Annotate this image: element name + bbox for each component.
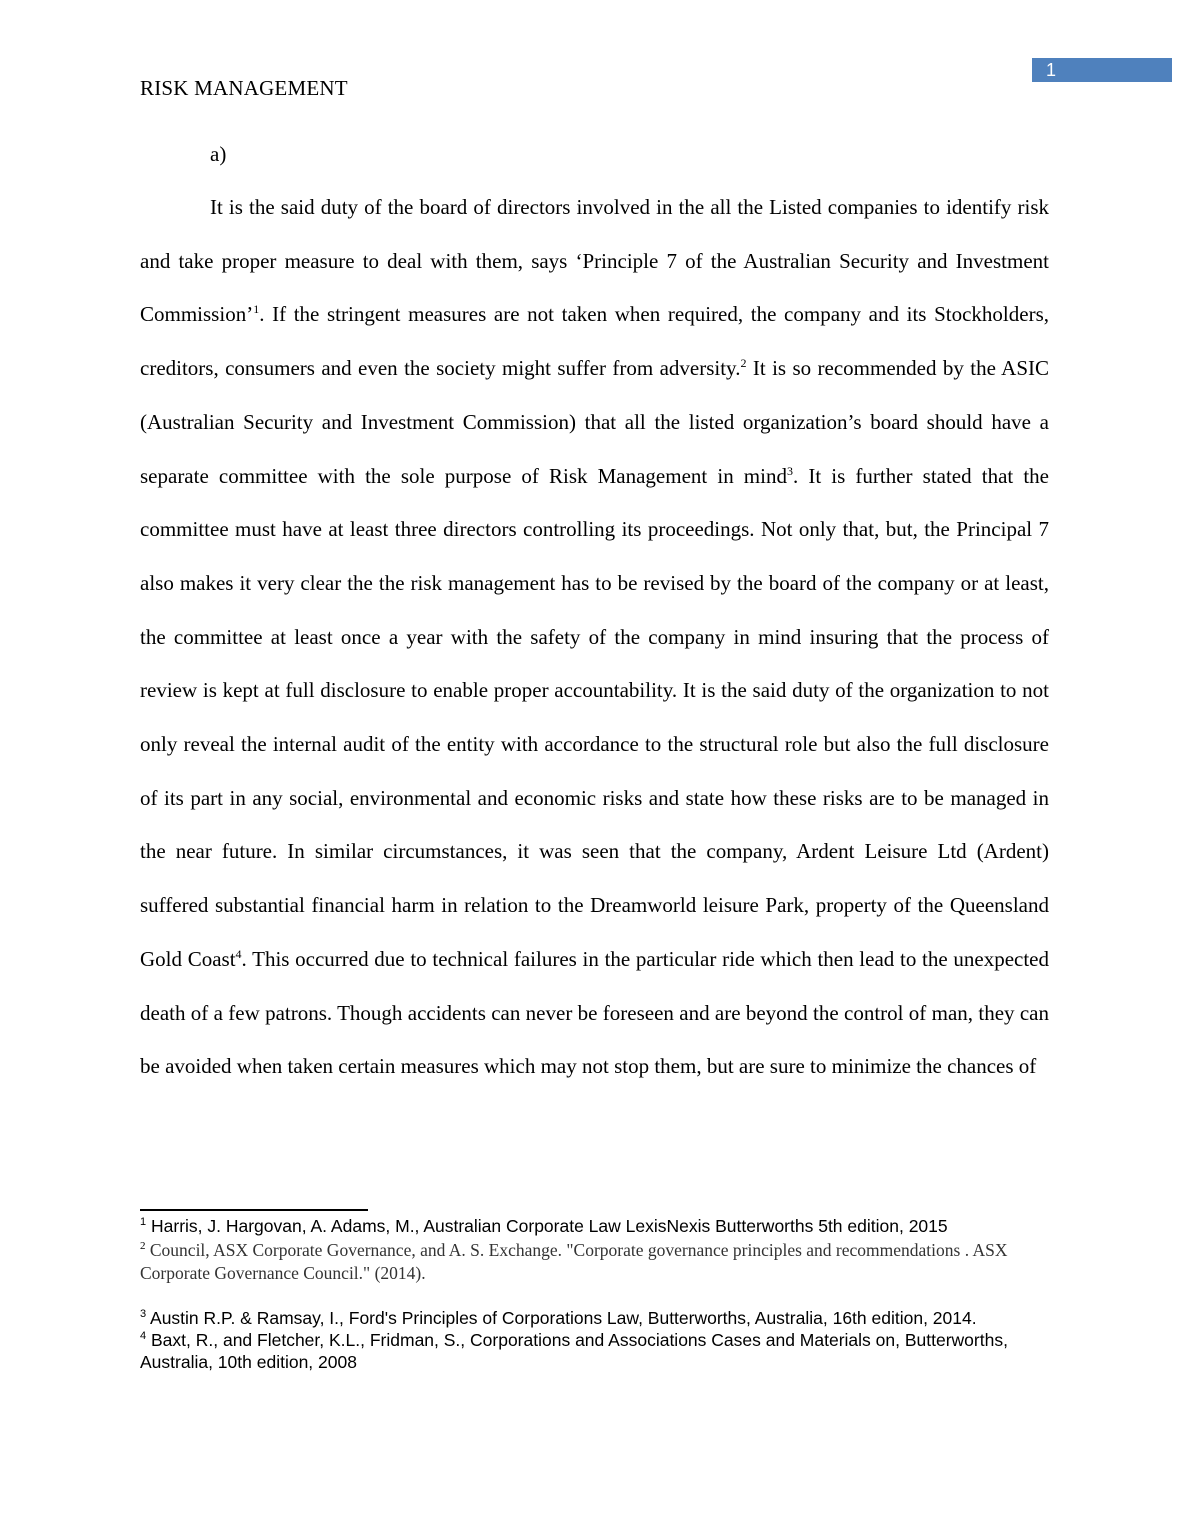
footnote (140, 1239, 1050, 1285)
footnote-ref[interactable]: 2 (740, 356, 747, 371)
body-segment: . It is further stated that the committee must have at least three directors controlling its proceedings. Not only that, but, the Principal 7 also makes it very clear the the risk management has to be revised by the board of the company or at least, the committee at least once a year with the safety of the company in mind insuring that the process of review is kept at full disclosure to enable proper accountability. It is the said duty of the organization to not only reveal the internal audit of the entity with accordance to the structural role but also the full disclosure of its part in any social, environmental and economic risks and state how these risks are to be managed in the near future. In similar circumstances, it was seen that the company, Ardent Leisure Ltd (Ardent) suffered substantial financial harm in relation to the Dreamworld leisure Park, property of the Queensland Gold Coast (140, 463, 1049, 971)
footnote (140, 1307, 1050, 1329)
footnote-text: Council, ASX Corporate Governance, and A. S. Exchange. "Corporate governance principles and recommendations . ASX Corporate Governance Council." (2014). (140, 1240, 1008, 1283)
footnote-ref[interactable]: 3 (786, 463, 793, 478)
footnote-text: Austin R.P. & Ramsay, I., Ford's Principles of Corporations Law, Butterworths, Australia, 16th edition, 2014. (150, 1308, 977, 1328)
footnote-number: 1 (140, 1216, 147, 1229)
page-number: 1 (1032, 58, 1172, 82)
body-segment: . This occurred due to technical failures in the particular ride which then lead to the unexpected death of a few patrons. Though accidents can never be foreseen and are beyond the control of man, they can be avoided when taken certain measures which may not stop them, but are sure to minimize the chances of (140, 946, 1049, 1079)
footnote-text: Baxt, R., and Fletcher, K.L., Fridman, S., Corporations and Associations Cases and Materials on, Butterworths, Australia, 10th edition, 2008 (140, 1330, 1008, 1372)
footnote-number: 3 (140, 1308, 147, 1321)
section-label: a) (210, 142, 227, 166)
body-paragraph (140, 181, 1049, 1094)
running-head: RISK MANAGEMENT (140, 76, 348, 100)
footnote-separator (140, 1209, 368, 1211)
body-segment: It is so recommended by the ASIC (Australian Security and Investment Commission) that all the listed organization’s board should have a separate committee with the sole purpose of Risk Management in mind (140, 356, 1049, 488)
footnote-ref[interactable]: 4 (235, 946, 242, 961)
footnote-text: Harris, J. Hargovan, A. Adams, M., Australian Corporate Law LexisNexis Butterworths 5th edition, 2015 (151, 1216, 948, 1236)
footnote (140, 1215, 1050, 1237)
body-segment: It is the said duty of the board of directors involved in the all the Listed companies to identify risk and take proper measure to deal with them, says ‘Principle 7 of the Australian Security and Investment Commission’ (140, 195, 1049, 327)
footnote-ref[interactable]: 1 (253, 302, 260, 317)
body-segment: . If the stringent measures are not taken when required, the company and its Stockholders, creditors, consumers and even the society might suffer from adversity. (140, 302, 1049, 381)
footnote (140, 1329, 1050, 1373)
footnote-number: 4 (140, 1330, 147, 1343)
footnotes (140, 1215, 1050, 1373)
footnote-number: 2 (140, 1240, 146, 1253)
